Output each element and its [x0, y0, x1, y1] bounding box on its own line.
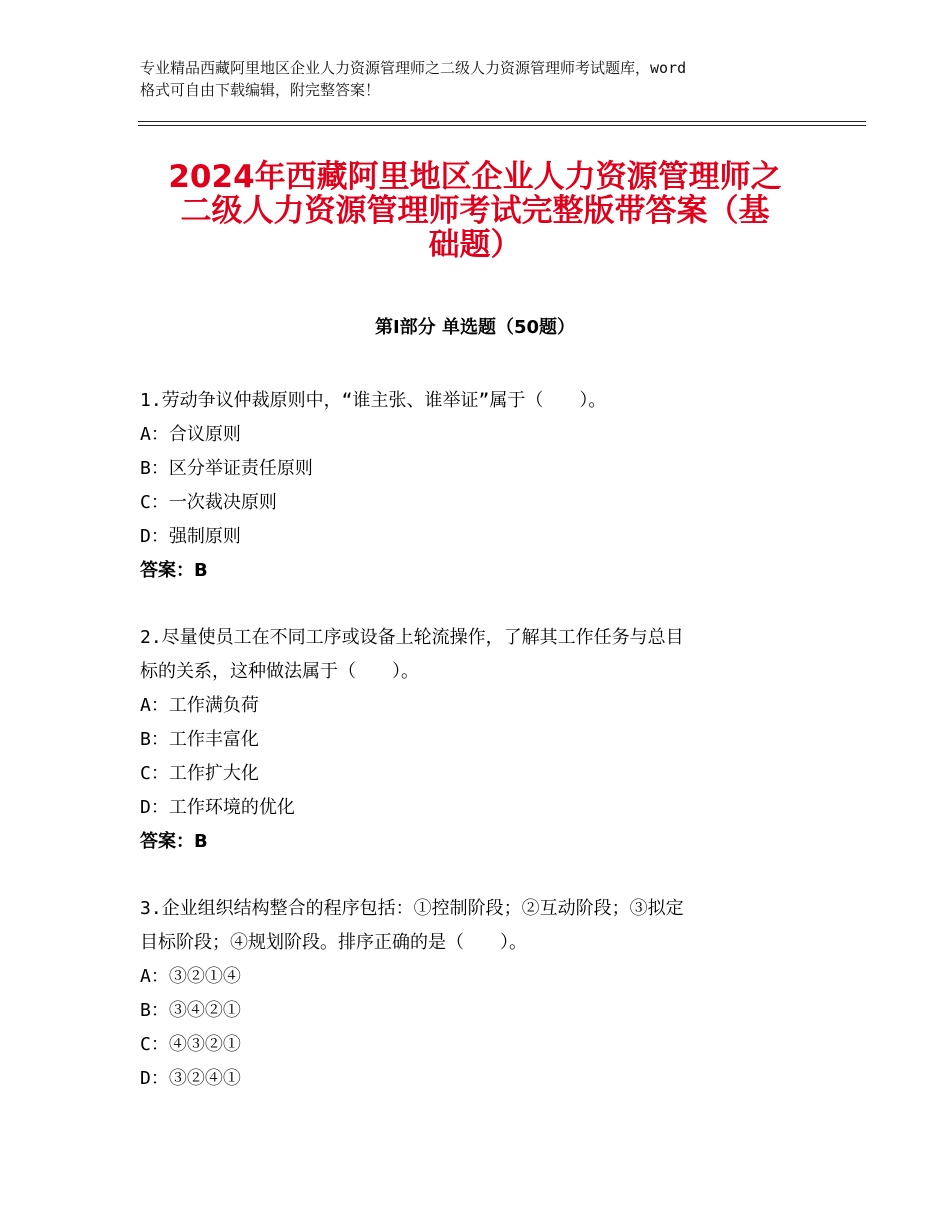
- section-title: 第Ⅰ部分 单选题（50题）: [374, 317, 575, 338]
- header-note-line-1: 专业精品西藏阿里地区企业人力资源管理师之二级人力资源管理师考试题库，word: [140, 59, 687, 77]
- answer: 答案：B: [140, 831, 208, 852]
- document-title: [130, 160, 820, 262]
- option-d: D：③②④①: [140, 1068, 241, 1089]
- option-b: B：区分举证责任原则: [140, 458, 313, 479]
- option-c: C：工作扩大化: [140, 763, 259, 784]
- title-line-1: 2024年西藏阿里地区企业人力资源管理师之: [168, 159, 782, 195]
- header-divider: [138, 121, 866, 126]
- question-3: [140, 892, 820, 1096]
- header-note-line-2: 格式可自由下载编辑，附完整答案！: [140, 81, 381, 99]
- question-list: [140, 384, 820, 1129]
- option-d: D：强制原则: [140, 526, 241, 547]
- option-a: A：合议原则: [140, 424, 241, 445]
- option-b: B：工作丰富化: [140, 729, 259, 750]
- option-a: A：工作满负荷: [140, 695, 259, 716]
- question-stem-continued: 标的关系，这种做法属于（ ）。: [140, 661, 419, 682]
- option-c: C：一次裁决原则: [140, 492, 277, 513]
- header-note: [140, 57, 820, 101]
- title-line-3: 础题）: [428, 227, 522, 263]
- question-1: [140, 384, 820, 588]
- title-line-2: 二级人力资源管理师考试完整版带答案（基: [180, 193, 770, 229]
- option-d: D：工作环境的优化: [140, 797, 295, 818]
- question-stem: 2.尽量使员工在不同工序或设备上轮流操作，了解其工作任务与总目: [140, 627, 684, 648]
- question-stem-continued: 目标阶段；④规划阶段。排序正确的是（ ）。: [140, 932, 527, 953]
- answer: 答案：B: [140, 560, 208, 581]
- question-stem: 1.劳动争议仲裁原则中，“谁主张、谁举证”属于（ ）。: [140, 390, 607, 411]
- option-a: A：③②①④: [140, 966, 241, 987]
- question-stem: 3.企业组织结构整合的程序包括：①控制阶段；②互动阶段；③拟定: [140, 898, 684, 919]
- question-2: [140, 621, 820, 859]
- option-b: B：③④②①: [140, 1000, 241, 1021]
- option-c: C：④③②①: [140, 1034, 241, 1055]
